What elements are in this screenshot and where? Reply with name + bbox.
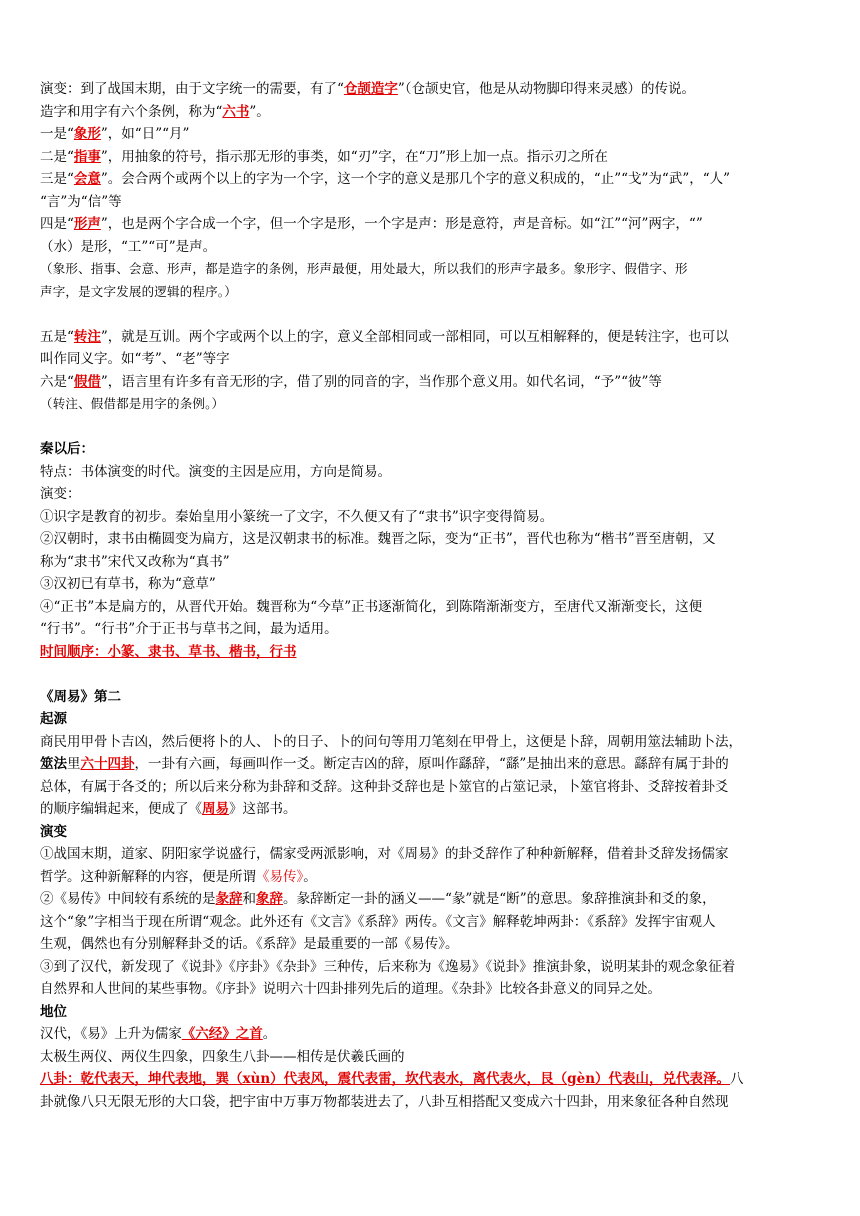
timeline-summary: 时间顺序：小篆、隶书、草书、楷书，行书 — [40, 643, 297, 660]
document-page — [40, 78, 824, 1113]
item-xingsheng — [40, 213, 824, 236]
item-zhuanzhu — [40, 326, 824, 349]
status-line-4: 卦就像八只无限无形的大口袋，把宇宙中万事万物都装进去了，八卦互相搭配又变成六十四卦，用来象征各种自然现 — [40, 1093, 729, 1110]
keyword-cangjie: 仓颉造字 — [343, 81, 398, 97]
note-yongzi: （转注、假借都是用字的条例。） — [40, 396, 225, 411]
subheading-origin: 起源 — [40, 711, 67, 727]
text: 。 — [303, 868, 317, 885]
text: 三是“ — [40, 171, 74, 187]
text: ，一卦有六画，每画叫作一爻。断定吉凶的辞，原叫作繇辞，“繇”是抽出来的意思。繇辞有属于卦的 — [134, 756, 729, 772]
text: 四是“ — [40, 216, 74, 232]
origin-line-3: 总体，有属于各爻的；所以后来分称为卦辞和爻辞。这种卦爻辞也是卜筮官的占筮记录，卜筮官将卦、爻辞按着卦爻 — [40, 778, 729, 795]
keyword-64-gua: 六十四卦 — [80, 756, 135, 772]
keyword-xiangci: 象辞 — [256, 891, 283, 907]
text: ”，用抽象的符号，指示那无形的事类，如“刃”字，在“刀”形上加一点。指示刃之所在 — [100, 148, 608, 165]
keyword-huiyi: 会意 — [73, 171, 101, 187]
list-item-3: ③汉初已有草书，称为“意草” — [40, 576, 216, 592]
text: 的顺序编辑起来，便成了《 — [40, 801, 202, 817]
evolution-line-1: ①战国末期，道家、阴阳家学说盛行，儒家受两派影响，对《周易》的卦爻辞作了种种新解释，借着卦爻辞发扬儒家 — [40, 846, 729, 862]
list-item-4-cont: “行书”。“行书”介于正书与草书之间，最为适用。 — [40, 621, 338, 637]
text: ”，就是互训。两个字或两个以上的字，意义全部相同或一部相同，可以互相解释的，便是转注字，也可以 — [100, 328, 729, 345]
list-item-2: ②汉朝时，隶书由椭圆变为扁方，这是汉朝隶书的标准。魏晋之际，变为“正书”，晋代也称为“楷书”晋至唐朝，又 — [40, 531, 716, 547]
text: ”，语言里有许多有音无形的字，借了别的同音的字，当作那个意义用。如代名词，“予”“彼”等 — [100, 373, 662, 390]
paragraph-liushu — [40, 101, 824, 124]
evolution-line-2 — [40, 866, 824, 889]
origin-line-2 — [40, 753, 824, 776]
subheading-evolution: 演变 — [40, 823, 67, 840]
keyword-liujing: 《六经》之首 — [181, 1026, 263, 1042]
keyword-zhouyi: 周易 — [202, 801, 229, 817]
keyword-xiangxing: 象形 — [73, 126, 101, 142]
text: 汉代，《易》上升为儒家 — [40, 1026, 182, 1042]
text: 演变：到了战国末期，由于文字统一的需要，有了“ — [40, 81, 344, 97]
paragraph-evolution-label: 演变： — [40, 486, 81, 502]
item-zhishi — [40, 146, 824, 169]
evolution-line-5: 生观，偶然也有分别解释卦爻的话。《系辞》是最重要的一部《易传》。 — [40, 936, 459, 952]
text: 。彖辞断定一卦的涵义——“彖”就是“断”的意思。象辞推演卦和爻的象， — [283, 891, 716, 907]
text: 一是“ — [40, 126, 74, 142]
item-zhuanzhu-cont: 叫作同义字。如“考”、“老”等字 — [40, 351, 230, 367]
item-xingsheng-cont: （水）是形，“工”“可”是声。 — [40, 238, 217, 255]
evolution-line-4: 这个“象”字相当于现在所谓“观念。此外还有《文言》《系辞》两传。《文言》解释乾坤两卦：《系辞》发挥宇宙观人 — [40, 913, 716, 930]
list-item-2-cont: 称为“隶书”宋代又改称为“真书” — [40, 553, 230, 570]
status-line-1 — [40, 1023, 824, 1046]
list-item-4: ④“正书”本是扁方的，从晋代开始。魏晋称为“今草”正书逐渐简化，到陈隋渐渐变方，至唐代又渐渐变长，这便 — [40, 598, 703, 615]
text: ”。会合两个或两个以上的字为一个字，这一个字的意义是那几个字的意义积成的，“止”“戈”为“武”，“人” — [100, 171, 731, 187]
keyword-liushu: 六书 — [222, 103, 250, 120]
subheading-status: 地位 — [40, 1003, 67, 1020]
keyword-zhishi: 指事 — [73, 148, 101, 165]
keyword-yizhuan: 《易传》 — [256, 868, 304, 885]
evolution-line-7: 自然界和人世间的某些事物。《序卦》说明六十四卦排列先后的道理。《杂卦》比较各卦意义的同异之处。 — [40, 981, 661, 997]
keyword-jiajie: 假借 — [73, 373, 101, 390]
status-line-3 — [40, 1068, 824, 1091]
item-jiajie — [40, 371, 824, 394]
keyword-tuanci: 彖辞 — [215, 891, 243, 907]
text: 六是“ — [40, 373, 74, 390]
text: 造字和用字有六个条例，称为“ — [40, 103, 223, 120]
keyword-shifa: 筮法 — [40, 756, 67, 772]
text: 二是“ — [40, 148, 74, 165]
item-xiangxing — [40, 123, 824, 146]
text: ”（仓颉史官，他是从动物脚印得来灵感）的传说。 — [397, 81, 696, 97]
evolution-line-3 — [40, 888, 824, 911]
note-zaozi-cont: 声字，是文字发展的逻辑的程序。） — [40, 283, 237, 299]
note-zaozi: （象形、指事、会意、形声，都是造字的条例，形声最便，用处最大，所以我们的形声字最多。象形字、假借字、形 — [40, 261, 688, 276]
text: ”，也是两个字合成一个字，但一个字是形，一个字是声：形是意符，声是音标。如“江”“河”两字，“” — [100, 216, 703, 232]
text: 。 — [262, 1026, 277, 1042]
text: ”。 — [249, 103, 270, 120]
text: 》这部书。 — [229, 801, 297, 817]
keyword-xingsheng: 形声 — [73, 216, 101, 232]
evolution-line-6: ③到了汉代，新发现了《说卦》《序卦》《杂卦》三种传，后来称为《逸易》《说卦》推演卦象，说明某卦的观念象征着 — [40, 958, 736, 975]
keyword-bagua: 八卦：乾代表天，坤代表地，巽（xùn）代表风，震代表雷，坎代表水，离代表火，艮（gèn）代表山，兑代表泽。 — [40, 1071, 731, 1087]
text: ②《易传》中间较有系统的是 — [40, 891, 216, 907]
text: 八 — [730, 1071, 744, 1087]
item-huiyi — [40, 168, 824, 191]
paragraph-cangjie — [40, 78, 824, 101]
text: 和 — [242, 891, 256, 907]
origin-line-1: 商民用甲骨卜吉凶，然后便将卜的人、卜的日子、卜的问句等用刀笔刻在甲骨上，这便是卜辞，周朝用筮法辅助卜法， — [40, 733, 742, 750]
text: 哲学。这种新解释的内容，便是所谓 — [40, 868, 256, 885]
paragraph-features: 特点：书体演变的时代。演变的主因是应用，方向是简易。 — [40, 463, 391, 480]
text: 五是“ — [40, 328, 74, 345]
keyword-zhuanzhu: 转注 — [73, 328, 101, 345]
item-huiyi-cont: “言”为“信”等 — [40, 193, 122, 210]
section-heading-qin: 秦以后： — [40, 441, 94, 457]
origin-line-4 — [40, 798, 824, 821]
section-heading-zhouyi: 《周易》第二 — [40, 688, 121, 705]
text: 里 — [67, 756, 81, 772]
list-item-1: ①识字是教育的初步。秦始皇用小篆统一了文字，不久便又有了“隶书”识字变得简易。 — [40, 508, 554, 525]
text: ”，如“日”“月” — [100, 126, 190, 142]
status-line-2: 太极生两仪、两仪生四象，四象生八卦——相传是伏羲氏画的 — [40, 1048, 405, 1065]
